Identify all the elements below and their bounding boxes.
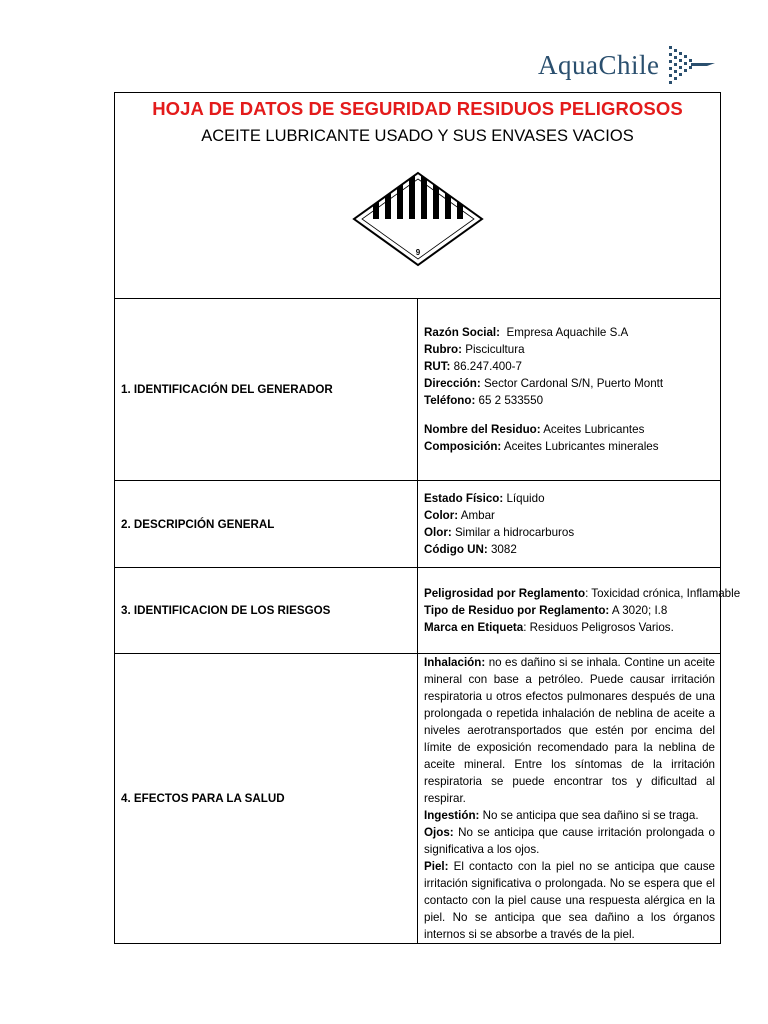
section-label-risks: 3. IDENTIFICACION DE LOS RIESGOS xyxy=(115,568,418,654)
field-label: Código UN: xyxy=(424,543,488,556)
section-row-generator xyxy=(115,299,721,481)
section-content-description xyxy=(418,481,721,568)
ojos-value: No se anticipa que cause irritación prolongada o significativa a los ojos. xyxy=(424,826,715,856)
piel-value: El contacto con la piel no se anticipa que cause irritación significativa o prolongada. No se espera que el contacto con la piel cause una respuesta alérgica en la piel. No se anticipa que sea dañino a los órganos internos si se absorbe a través de la piel. xyxy=(424,860,715,941)
safety-data-sheet-table xyxy=(114,92,741,944)
section-content-risks xyxy=(418,568,741,654)
color-value: Ambar xyxy=(460,509,495,522)
field-label: Dirección: xyxy=(424,377,481,390)
section-label-generator: 1. IDENTIFICACIÓN DEL GENERADOR xyxy=(115,299,418,481)
rubro-value: Piscicultura xyxy=(465,343,525,356)
section-label-description: 2. DESCRIPCIÓN GENERAL xyxy=(115,481,418,568)
sheet-header xyxy=(115,93,721,299)
telefono-value: 65 2 533550 xyxy=(478,394,544,407)
inhalacion-value: no es dañino si se inhala. Contine un aceite mineral con base a petróleo. Puede causar irritación respiratoria u otros efectos pulmonares después de una prolongada o repetida inhalación de neblina de aceite a niveles aerotransportados que estén por encima del límite de exposición recomendado para la neblina de aceite mineral. Entre los síntomas de la irritación respiratoria se puede encontrar tos y dificultad al respirar. xyxy=(424,656,715,805)
field-label: RUT: xyxy=(424,360,451,373)
rut-value: 86.247.400-7 xyxy=(453,360,522,373)
field-label: Color: xyxy=(424,509,459,522)
section-row-description xyxy=(115,481,721,568)
marca-value: : Residuos Peligrosos Varios. xyxy=(523,621,674,634)
hazard-class-number: 9 xyxy=(415,248,420,257)
document-subtitle: ACEITE LUBRICANTE USADO Y SUS ENVASES VACIOS xyxy=(201,127,634,145)
field-label: Peligrosidad por Reglamento xyxy=(424,587,586,600)
field-label: Teléfono: xyxy=(424,394,476,407)
field-label: Razón Social: xyxy=(424,326,501,339)
composicion-value: Aceites Lubricantes minerales xyxy=(503,440,659,453)
field-label: Ojos: xyxy=(424,826,454,839)
field-label: Inhalación: xyxy=(424,656,486,669)
estado-value: Líquido xyxy=(506,492,545,505)
field-label: Rubro: xyxy=(424,343,462,356)
razon-social-value: Empresa Aquachile S.A xyxy=(506,326,629,339)
nombre-residuo-value: Aceites Lubricantes xyxy=(543,423,645,436)
field-label: Olor: xyxy=(424,526,452,539)
fish-logo-icon xyxy=(667,42,717,88)
peligrosidad-value: : Toxicidad crónica, Inflamable xyxy=(585,587,741,600)
field-label: Nombre del Residuo: xyxy=(424,423,541,436)
section-row-health xyxy=(115,654,721,944)
codigo-value: 3082 xyxy=(490,543,517,556)
logo-wordmark: AquaChile xyxy=(538,49,660,80)
direccion-value: Sector Cardonal S/N, Puerto Montt xyxy=(483,377,664,390)
field-label: Tipo de Residuo por Reglamento: xyxy=(424,604,610,617)
ingestion-value: No se anticipa que sea dañino si se traga. xyxy=(482,809,699,822)
section-row-risks xyxy=(115,568,721,654)
field-label: Ingestión: xyxy=(424,809,480,822)
field-label: Marca en Etiqueta xyxy=(424,621,524,634)
field-label: Composición: xyxy=(424,440,502,453)
field-label: Piel: xyxy=(424,860,449,873)
section-label-health: 4. EFECTOS PARA LA SALUD xyxy=(115,654,418,944)
olor-value: Similar a hidrocarburos xyxy=(454,526,575,539)
document-title: HOJA DE DATOS DE SEGURIDAD RESIDUOS PELIGROSOS xyxy=(152,98,683,119)
field-label: Estado Físico: xyxy=(424,492,504,505)
hazard-class-9-icon xyxy=(351,171,485,267)
section-content-health xyxy=(418,654,721,944)
section-content-generator xyxy=(418,299,721,481)
aquachile-logo xyxy=(538,40,766,90)
tipo-value: A 3020; I.8 xyxy=(611,604,668,617)
